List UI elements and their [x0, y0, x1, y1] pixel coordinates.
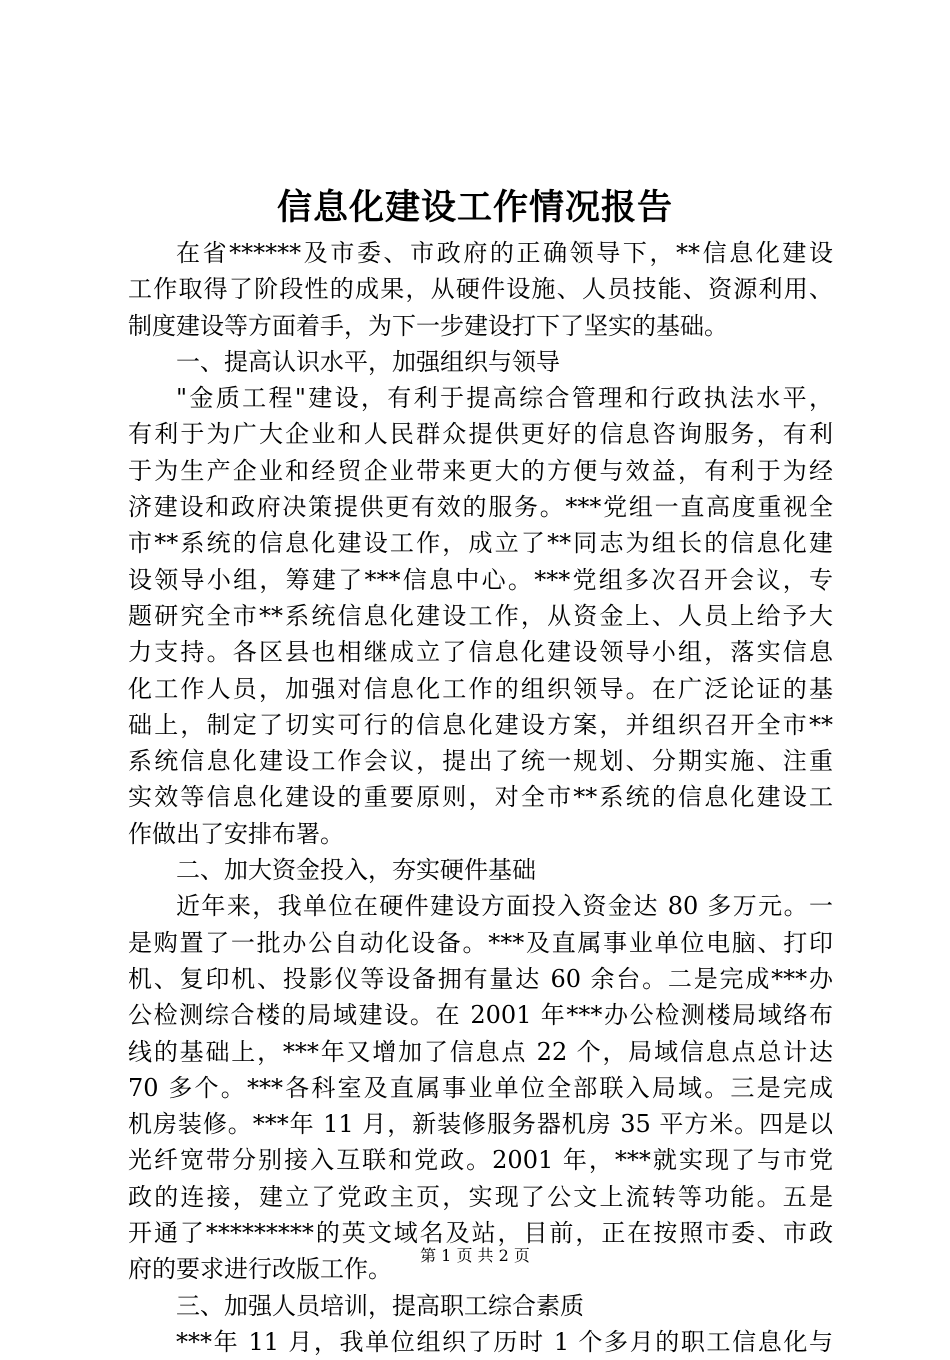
section-heading: 三、加强人员培训，提高职工综合素质: [176, 1291, 584, 1320]
paragraph-line: 济建设和政府决策提供更有效的服务。***党组一直高度重视全: [128, 493, 833, 522]
paragraph-line: 光纤宽带分别接入互联和党政。2001 年，***就实现了与市党: [128, 1146, 833, 1175]
paragraph-line: 市**系统的信息化建设工作，成立了**同志为组长的信息化建: [128, 529, 833, 558]
paragraph-line: 系统信息化建设工作会议，提出了统一规划、分期实施、注重: [128, 747, 833, 776]
paragraph-line: 机、复印机、投影仪等设备拥有量达 60 余台。二是完成***办: [128, 964, 833, 993]
paragraph-line: 线的基础上，***年又增加了信息点 22 个，局域信息点总计达: [128, 1037, 833, 1066]
paragraph-line: 有利于为广大企业和人民群众提供更好的信息咨询服务，有利: [128, 420, 833, 449]
section-heading: 二、加大资金投入，夯实硬件基础: [176, 856, 536, 885]
paragraph-line: 在省******及市委、市政府的正确领导下，**信息化建设: [176, 239, 833, 267]
paragraph-line: 是购置了一批办公自动化设备。***及直属事业单位电脑、打印: [128, 928, 833, 957]
paragraph-line: 于为生产企业和经贸企业带来更大的方便与效益，有利于为经: [128, 456, 833, 485]
paragraph-line: 70 多个。***各科室及直属事业单位全部联入局域。三是完成: [128, 1073, 833, 1102]
paragraph-line: 府的要求进行改版工作。: [128, 1255, 392, 1284]
paragraph-line: 化工作人员，加强对信息化工作的组织领导。在广泛论证的基: [128, 674, 833, 703]
paragraph-line: 设领导小组，筹建了***信息中心。***党组多次召开会议，专: [128, 565, 833, 594]
paragraph-line: 近年来，我单位在硬件建设方面投入资金达 80 多万元。一: [176, 892, 833, 921]
paragraph-line: ***年 11 月，我单位组织了历时 1 个多月的职工信息化与: [176, 1327, 833, 1356]
paragraph-line: 工作取得了阶段性的成果，从硬件设施、人员技能、资源利用、: [128, 275, 833, 304]
paragraph-line: 机房装修。***年 11 月，新装修服务器机房 35 平方米。四是以: [128, 1110, 833, 1139]
paragraph-line: 公检测综合楼的局域建设。在 2001 年***办公检测楼局域络布: [128, 1001, 833, 1030]
paragraph-line: "金质工程"建设，有利于提高综合管理和行政执法水平，: [176, 384, 833, 413]
paragraph-line: 作做出了安排布署。: [128, 819, 344, 848]
document-title: 信息化建设工作情况报告: [276, 187, 673, 228]
section-heading: 一、提高认识水平，加强组织与领导: [176, 347, 560, 376]
paragraph-line: 制度建设等方面着手，为下一步建设打下了坚实的基础。: [128, 311, 728, 340]
paragraph-line: 政的连接，建立了党政主页，实现了公文上流转等功能。五是: [128, 1182, 833, 1211]
page-footer: 第 1 页 共 2 页: [420, 1246, 530, 1265]
paragraph-line: 力支持。各区县也相继成立了信息化建设领导小组，落实信息: [128, 638, 833, 667]
paragraph-line: 题研究全市**系统信息化建设工作，从资金上、人员上给予大: [128, 601, 833, 630]
paragraph-line: 础上，制定了切实可行的信息化建设方案，并组织召开全市**: [128, 710, 833, 739]
paragraph-line: 实效等信息化建设的重要原则，对全市**系统的信息化建设工: [128, 783, 833, 812]
document-body: [128, 235, 833, 1360]
paragraph-line: 开通了*********的英文域名及站，目前，正在按照市委、市政: [128, 1219, 833, 1248]
